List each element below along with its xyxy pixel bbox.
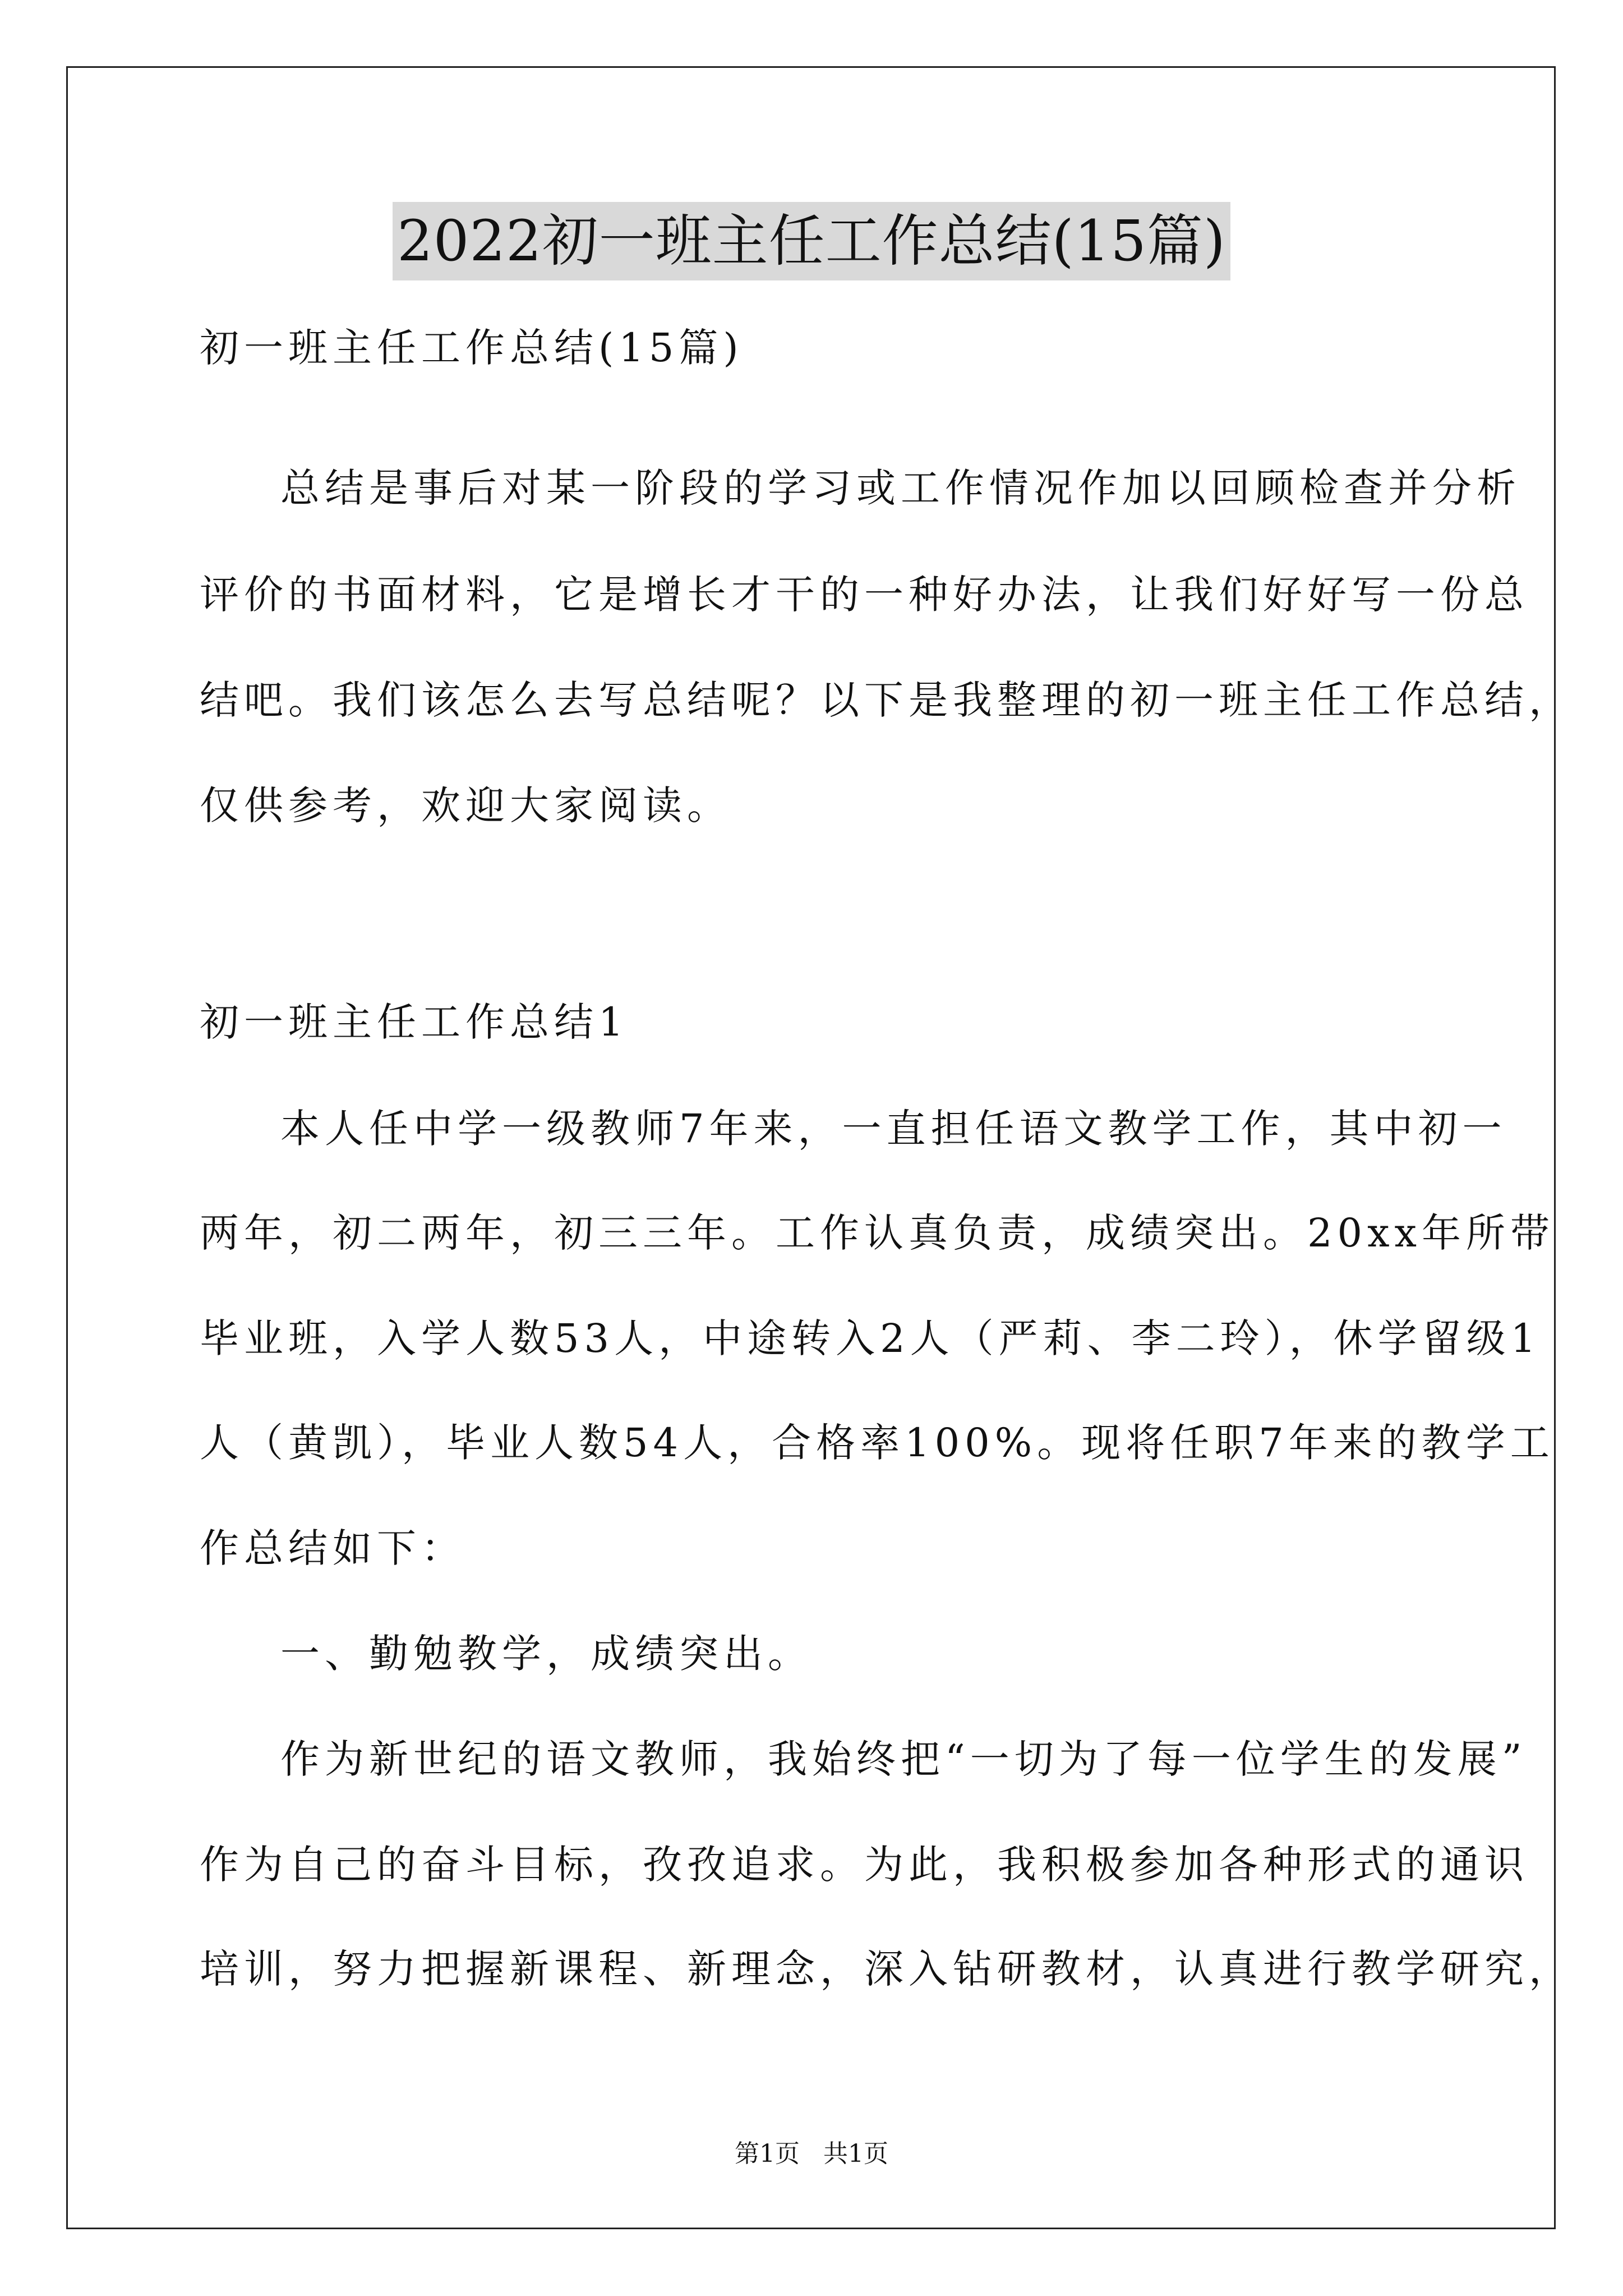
- page-footer: [0, 2137, 1623, 2171]
- paragraph-line: 结吧。我们该怎么去写总结呢？以下是我整理的初一班主任工作总结，: [200, 677, 1573, 723]
- page-number: 第1页: [735, 2139, 800, 2168]
- subtitle-line: 初一班主任工作总结(15篇): [200, 325, 744, 371]
- paragraph-line: 人（黄凯），毕业人数54人，合格率100%。现将任职7年来的教学工: [200, 1420, 1555, 1466]
- title-container: [0, 202, 1623, 280]
- paragraph-line: 作总结如下：: [200, 1525, 465, 1571]
- document-title: 2022初一班主任工作总结(15篇): [393, 202, 1230, 280]
- paragraph-line: 本人任中学一级教师7年来，一直担任语文教学工作，其中初一: [280, 1106, 1507, 1152]
- paragraph-line: 总结是事后对某一阶段的学习或工作情况作加以回顾检查并分析: [280, 465, 1521, 511]
- paragraph-line: 作为新世纪的语文教师，我始终把“一切为了每一位学生的发展”: [280, 1736, 1527, 1782]
- paragraph-line: 毕业班，入学人数53人，中途转入2人（严莉、李二玲），休学留级1: [200, 1315, 1541, 1361]
- paragraph-line: 评价的书面材料，它是增长才干的一种好办法，让我们好好写一份总: [200, 572, 1529, 618]
- paragraph-line: 作为自己的奋斗目标，孜孜追求。为此，我积极参加各种形式的通识: [200, 1842, 1529, 1888]
- paragraph-line: 仅供参考，欢迎大家阅读。: [200, 783, 731, 829]
- subheading-line: 一、勤勉教学，成绩突出。: [280, 1631, 812, 1677]
- section-heading: 初一班主任工作总结1: [200, 999, 629, 1045]
- paragraph-line: 培训，努力把握新课程、新理念，深入钻研教材，认真进行教学研究，: [200, 1946, 1573, 1992]
- page-total: 共1页: [823, 2139, 888, 2168]
- paragraph-line: 两年，初二两年，初三三年。工作认真负责，成绩突出。20xx年所带: [200, 1210, 1555, 1256]
